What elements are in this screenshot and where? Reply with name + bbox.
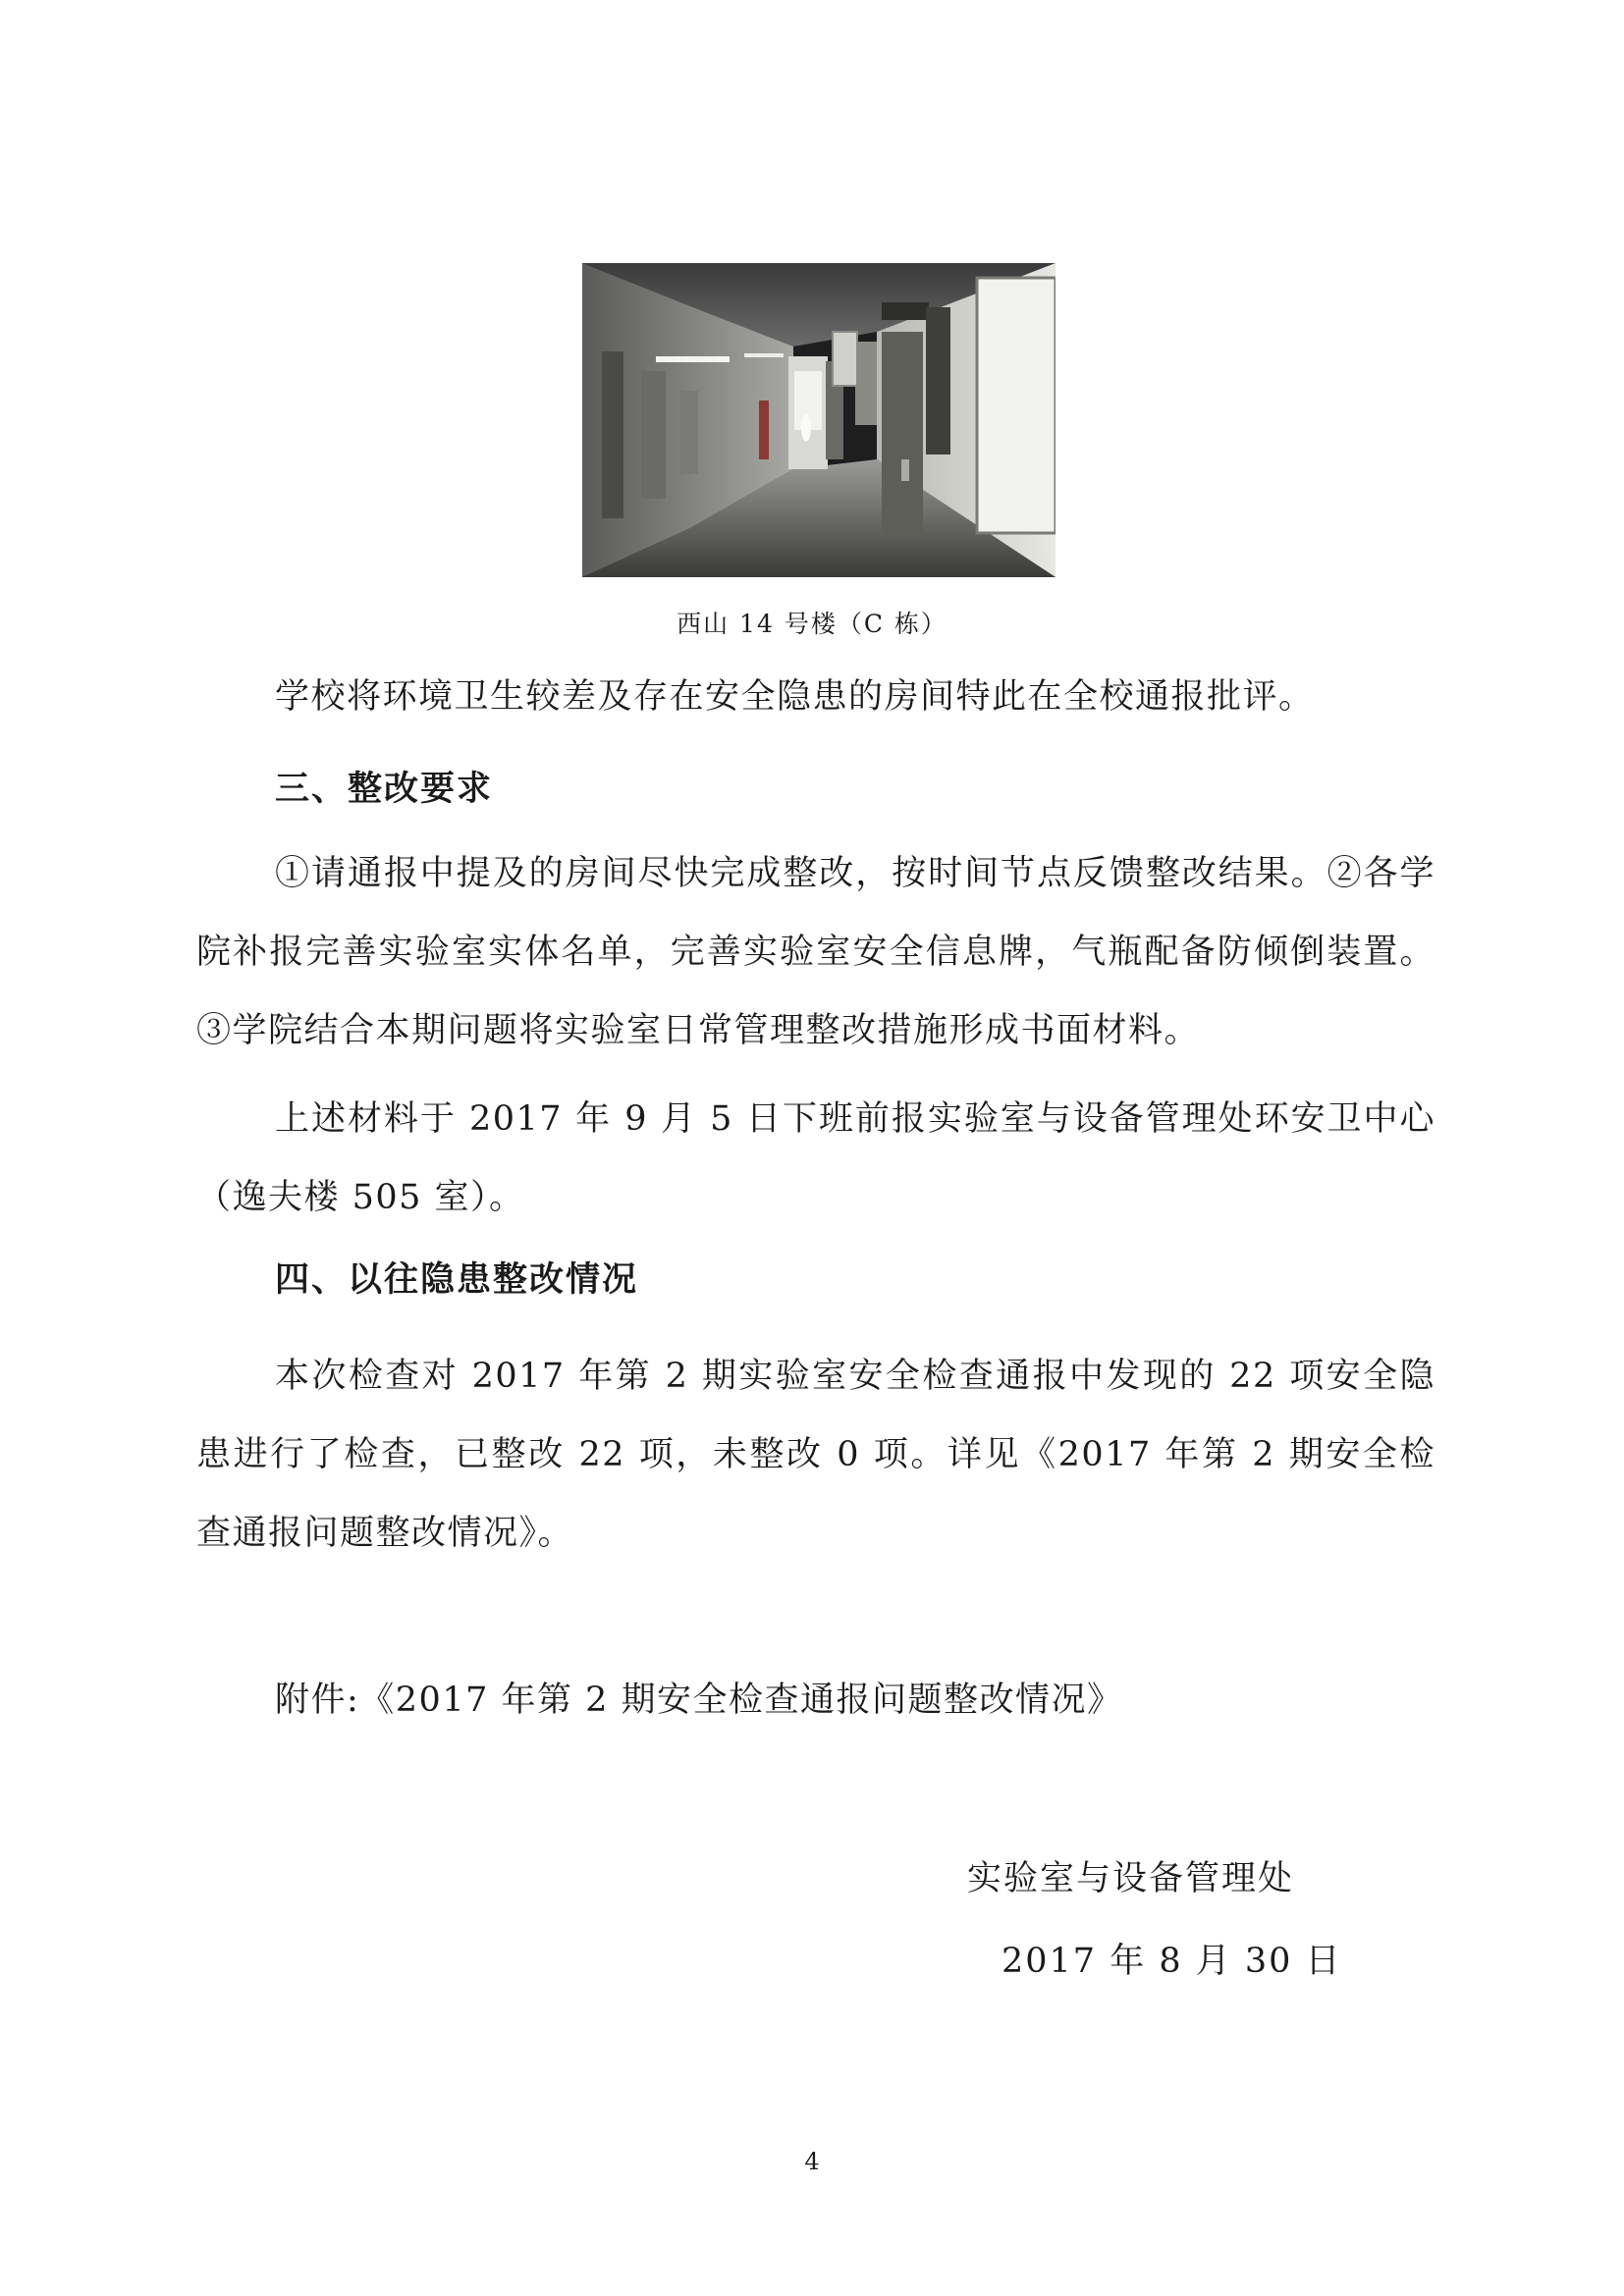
- signature-date: 2017 年 8 月 30 日: [1001, 1942, 1342, 1981]
- page-number: 4: [804, 2148, 820, 2175]
- corridor-photo-drawing: [582, 263, 1056, 577]
- corridor-photo: [582, 263, 1056, 577]
- notice-paragraph: 学校将环境卫生较差及存在安全隐患的房间特此在全校通报批评。: [275, 677, 1315, 717]
- attachment-line: 附件:《2017 年第 2 期安全检查通报问题整改情况》: [275, 1681, 1123, 1720]
- section4-body-paragraph: 本次检查对 2017 年第 2 期实验室安全检查通报中发现的 22 项安全隐患进行了检查，已整改 22 项，未整改 0 项。详见《2017 年第 2 期安全检查通报问题整改情况》。: [196, 1357, 1435, 1553]
- section4-heading: 四、以往隐患整改情况: [275, 1260, 639, 1300]
- signature-department: 实验室与设备管理处: [967, 1859, 1295, 1898]
- section3-body-paragraph: ①请通报中提及的房间尽快完成整改，按时间节点反馈整改结果。②各学院补报完善实验室实体名单，完善实验室安全信息牌，气瓶配备防倾倒装置。③学院结合本期问题将实验室日常管理整改措施形成书面材料。: [196, 854, 1435, 1050]
- section3-heading: 三、整改要求: [275, 770, 494, 809]
- section3-deadline-paragraph: 上述材料于 2017 年 9 月 5 日下班前报实验室与设备管理处环安卫中心（逸夫楼 505 室）。: [196, 1099, 1435, 1217]
- photo-caption: 西山 14 号楼（C 栋）: [677, 610, 947, 638]
